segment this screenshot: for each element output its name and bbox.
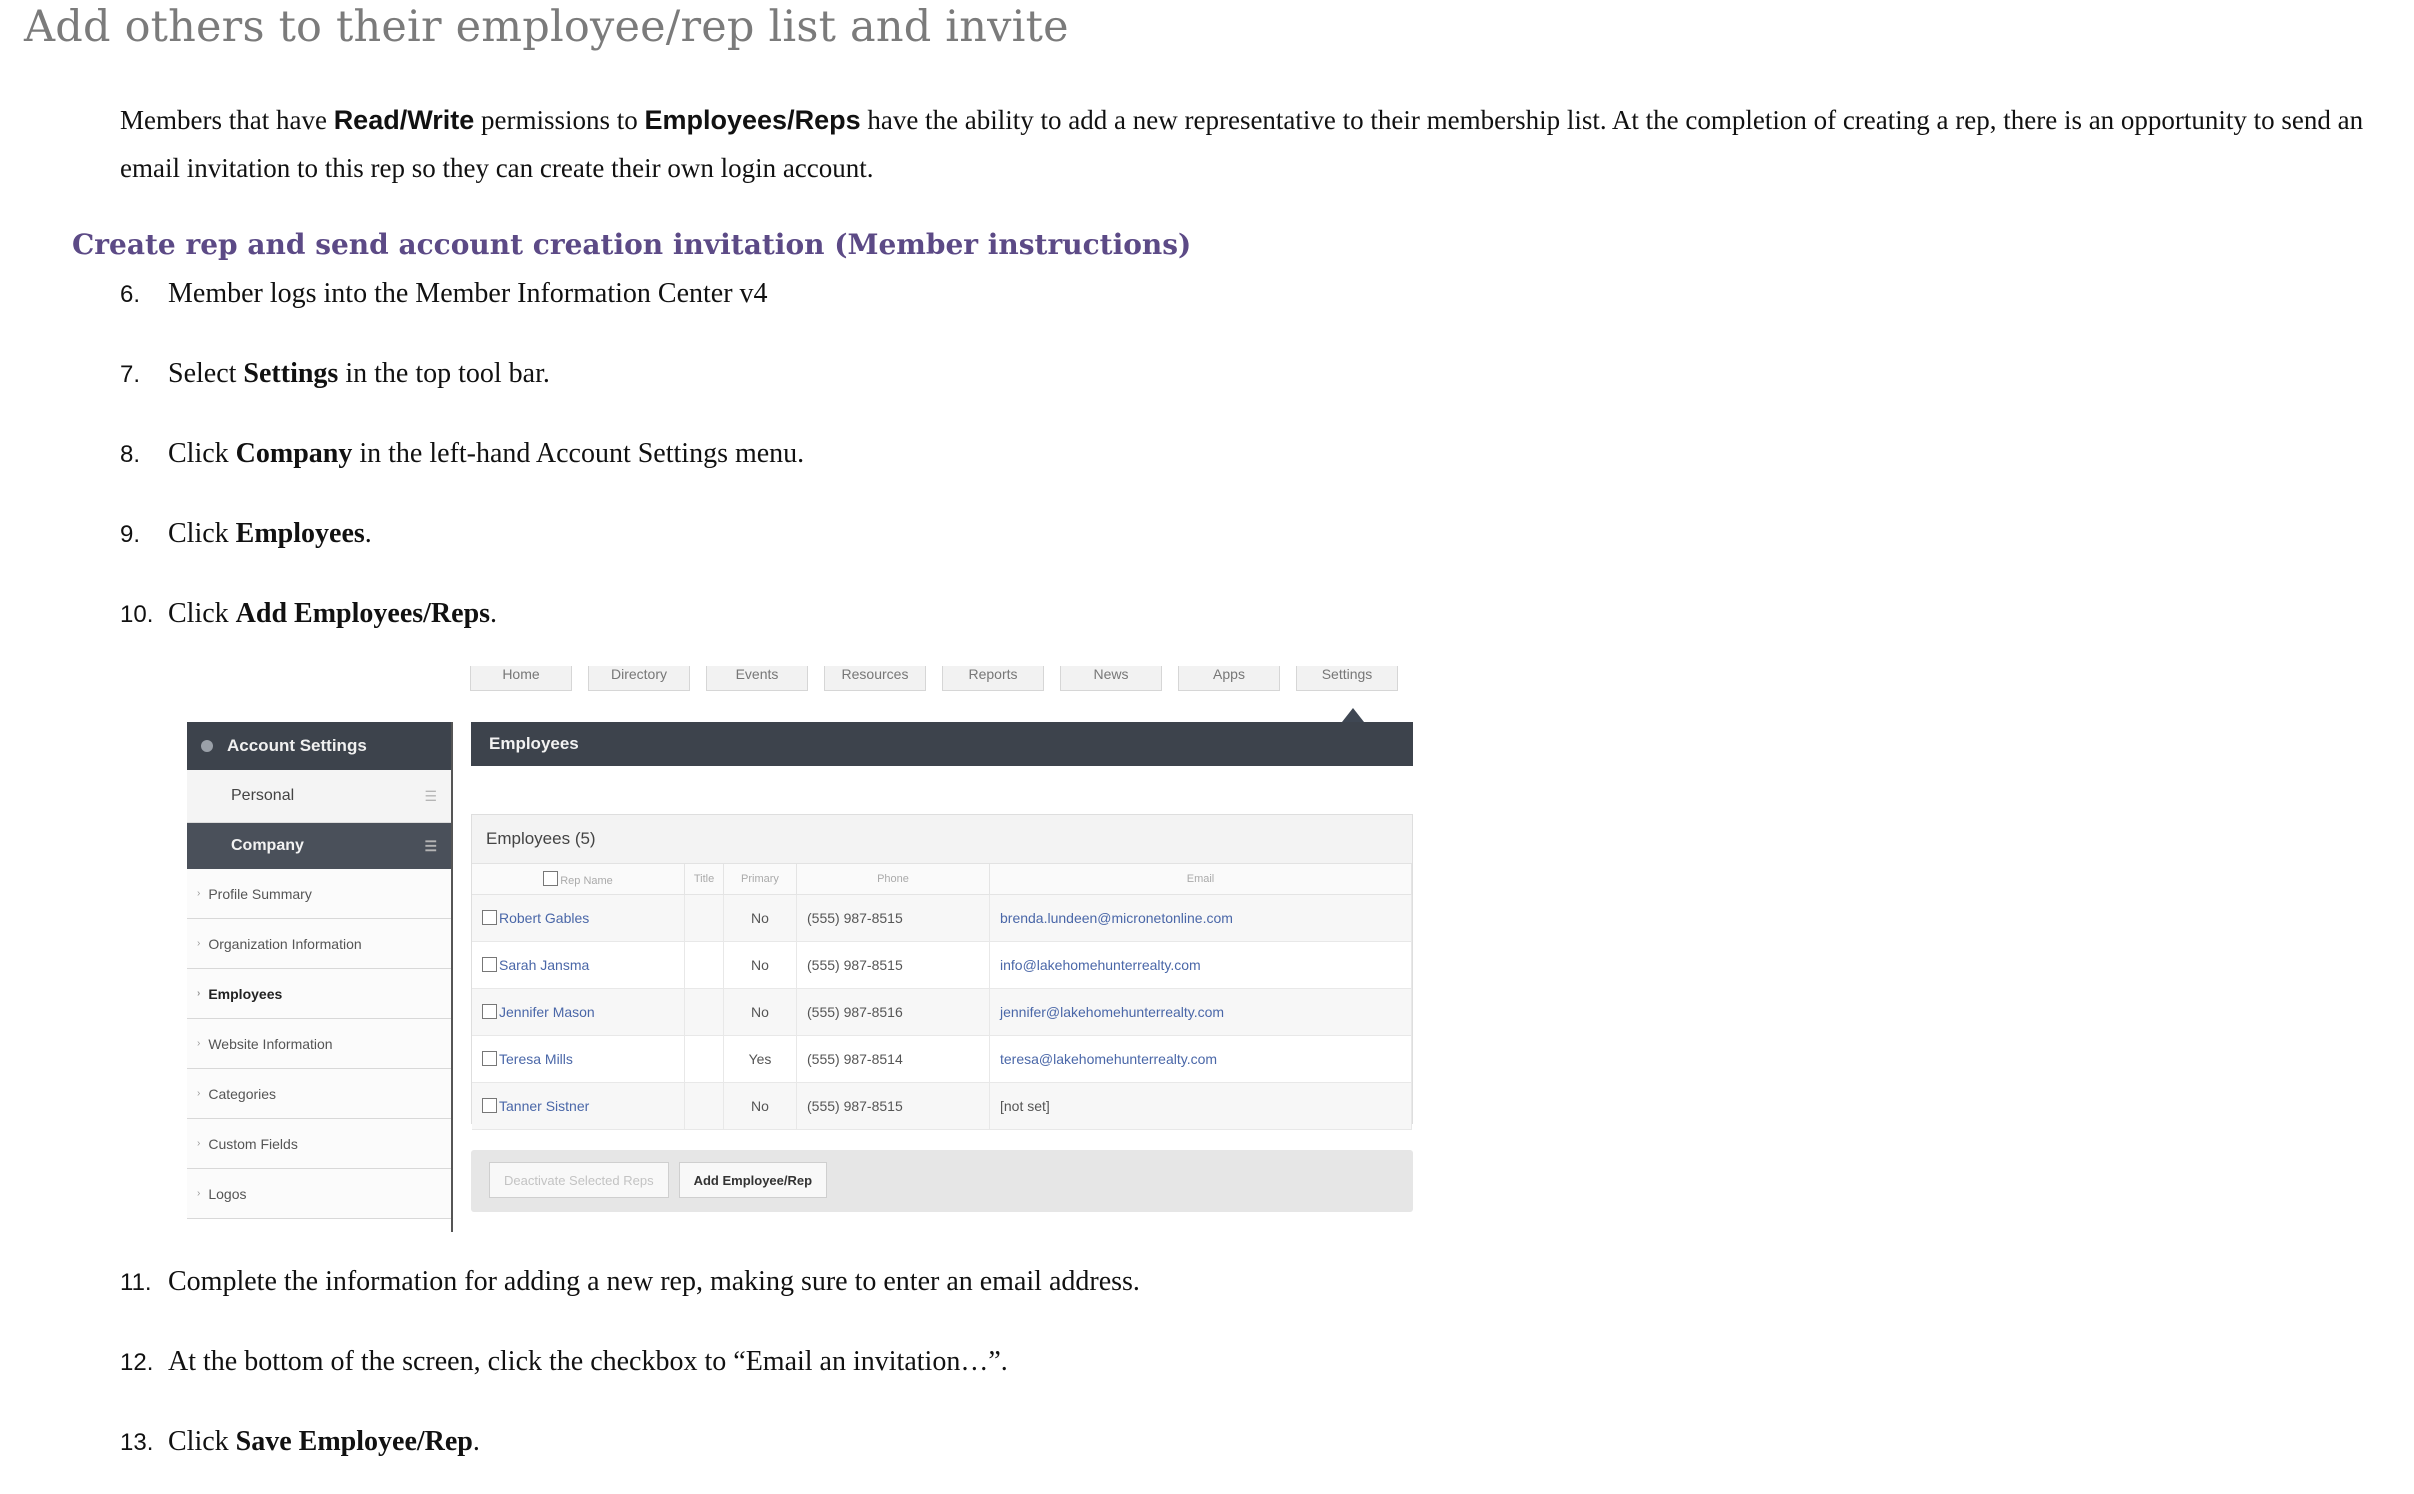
step-6 xyxy=(120,278,768,310)
sidebar-subitem-organization-information[interactable] xyxy=(187,919,451,969)
step-text: Complete the information for adding a new rep, making sure to enter an email address. xyxy=(168,1266,1140,1297)
row-checkbox[interactable] xyxy=(482,1098,497,1113)
sidebar-subitem-website-information[interactable] xyxy=(187,1019,451,1069)
settings-caret-icon xyxy=(1342,708,1364,722)
step-bold: Employees xyxy=(235,518,365,549)
step-bold: Company xyxy=(235,438,353,469)
bullet-arrow-icon: › xyxy=(197,888,201,899)
subitem-label: Categories xyxy=(208,1085,277,1102)
employees-header: Employees xyxy=(471,722,1413,766)
sidebar-item-personal[interactable] xyxy=(187,770,451,823)
settings-dot-icon xyxy=(201,740,213,752)
step-number: 8. xyxy=(120,441,141,468)
sidebar-header xyxy=(187,722,451,770)
step-9 xyxy=(120,518,372,550)
rep-title-cell xyxy=(685,1083,724,1130)
step-text: Click xyxy=(168,518,236,549)
rep-primary-cell: No xyxy=(724,989,797,1036)
sidebar-subitem-logos[interactable] xyxy=(187,1169,451,1219)
step-text: At the bottom of the screen, click the checkbox to “Email an invitation…”. xyxy=(168,1346,1008,1377)
rep-title-cell xyxy=(685,989,724,1036)
rep-title-cell xyxy=(685,895,724,942)
table-row xyxy=(472,895,1412,942)
rep-name-cell[interactable] xyxy=(472,895,685,942)
nav-home[interactable]: Home xyxy=(470,666,572,691)
step-text-end: in the left-hand Account Settings menu. xyxy=(352,438,805,469)
row-checkbox[interactable] xyxy=(482,1004,497,1019)
rep-name-cell[interactable] xyxy=(472,989,685,1036)
step-number: 6. xyxy=(120,281,141,308)
step-text: Click xyxy=(168,438,236,469)
nav-settings[interactable]: Settings xyxy=(1296,666,1398,691)
step-bold: Save Employee/Rep xyxy=(235,1426,473,1457)
intro-text-2: permissions to xyxy=(474,105,645,135)
rep-email-cell[interactable]: brenda.lundeen@micronetonline.com xyxy=(990,895,1412,942)
bullet-arrow-icon: › xyxy=(197,938,201,949)
rep-name-cell[interactable] xyxy=(472,942,685,989)
table-row xyxy=(472,1036,1412,1083)
nav-reports[interactable]: Reports xyxy=(942,666,1044,691)
col-title[interactable]: Title xyxy=(685,864,724,895)
menu-lines-icon: ☰ xyxy=(424,837,437,854)
rep-name[interactable]: Robert Gables xyxy=(499,910,590,926)
intro-bold-readwrite: Read/Write xyxy=(333,105,475,135)
employees-table xyxy=(472,864,1412,1130)
sidebar-subitem-profile-summary[interactable] xyxy=(187,869,451,919)
bullet-arrow-icon: › xyxy=(197,1038,201,1049)
step-text: Member logs into the Member Information Center v4 xyxy=(168,278,768,309)
rep-phone-cell: (555) 987-8514 xyxy=(797,1036,990,1083)
subitem-label: Employees xyxy=(208,985,283,1002)
subitem-label: Profile Summary xyxy=(208,885,312,902)
col-primary[interactable]: Primary xyxy=(724,864,797,895)
sidebar-subitem-custom-fields[interactable] xyxy=(187,1119,451,1169)
rep-phone-cell: (555) 987-8515 xyxy=(797,1083,990,1130)
rep-email-cell[interactable]: jennifer@lakehomehunterrealty.com xyxy=(990,989,1412,1036)
step-text-end: . xyxy=(490,598,498,629)
bullet-arrow-icon: › xyxy=(197,1088,201,1099)
step-number: 7. xyxy=(120,361,141,388)
step-10 xyxy=(120,598,497,630)
sidebar-header-label: Account Settings xyxy=(227,736,367,755)
step-text: Click xyxy=(168,1426,236,1457)
step-number: 11. xyxy=(120,1269,152,1296)
rep-primary-cell: Yes xyxy=(724,1036,797,1083)
col-rep-name[interactable] xyxy=(472,864,685,895)
step-text-end: in the top tool bar. xyxy=(338,358,550,389)
sidebar-subitem-employees[interactable] xyxy=(187,969,451,1019)
rep-phone-cell: (555) 987-8515 xyxy=(797,895,990,942)
step-number: 10. xyxy=(120,601,154,628)
row-checkbox[interactable] xyxy=(482,1051,497,1066)
step-11 xyxy=(120,1266,1140,1298)
step-12 xyxy=(120,1346,1008,1378)
rep-email-cell[interactable]: teresa@lakehomehunterrealty.com xyxy=(990,1036,1412,1083)
table-header-row xyxy=(472,864,1412,895)
table-row xyxy=(472,942,1412,989)
col-email[interactable]: Email xyxy=(990,864,1412,895)
rep-name[interactable]: Sarah Jansma xyxy=(499,957,590,973)
nav-resources[interactable]: Resources xyxy=(824,666,926,691)
step-number: 12. xyxy=(120,1349,154,1376)
col-phone[interactable]: Phone xyxy=(797,864,990,895)
step-number: 9. xyxy=(120,521,141,548)
rep-primary-cell: No xyxy=(724,895,797,942)
nav-directory[interactable]: Directory xyxy=(588,666,690,691)
step-bold: Add Employees/Reps xyxy=(235,598,491,629)
subitem-label: Organization Information xyxy=(208,935,362,952)
rep-title-cell xyxy=(685,1036,724,1083)
step-8 xyxy=(120,438,804,470)
col-label: Rep Name xyxy=(560,875,613,887)
step-7 xyxy=(120,358,550,390)
step-bold: Settings xyxy=(243,358,339,389)
intro-text-3: have the ability to add a new representative to their membership list. At the completion of creating a rep, there is an opportunity to send an email invitation to this rep so they can create their own login account. xyxy=(120,105,2364,183)
row-checkbox[interactable] xyxy=(482,910,497,925)
bullet-arrow-icon: › xyxy=(197,1188,201,1199)
intro-paragraph xyxy=(120,96,2410,192)
rep-name[interactable]: Jennifer Mason xyxy=(499,1004,595,1020)
bullet-arrow-icon: › xyxy=(197,988,201,999)
employees-count-title: Employees (5) xyxy=(472,815,1412,864)
page-title: Add others to their employee/rep list and invite xyxy=(24,2,1069,52)
step-text: Click xyxy=(168,598,236,629)
employees-panel xyxy=(471,814,1413,1124)
step-text: Select xyxy=(168,358,244,389)
bullet-arrow-icon: › xyxy=(197,1138,201,1149)
rep-phone-cell: (555) 987-8516 xyxy=(797,989,990,1036)
section-subheading: Create rep and send account creation invitation (Member instructions) xyxy=(72,228,1192,261)
table-actions-bar xyxy=(471,1150,1413,1212)
sidebar-item-label: Company xyxy=(231,837,304,854)
intro-text-1: Members that have xyxy=(120,105,334,135)
rep-primary-cell: No xyxy=(724,1083,797,1130)
rep-primary-cell: No xyxy=(724,942,797,989)
nav-events[interactable]: Events xyxy=(706,666,808,691)
step-number: 13. xyxy=(120,1429,154,1456)
rep-name-cell[interactable] xyxy=(472,1083,685,1130)
account-settings-sidebar xyxy=(187,722,453,1232)
rep-phone-cell: (555) 987-8515 xyxy=(797,942,990,989)
sidebar-item-label: Personal xyxy=(231,787,295,804)
menu-lines-icon: ☰ xyxy=(424,787,437,804)
subitem-label: Custom Fields xyxy=(208,1135,298,1152)
rep-name[interactable]: Teresa Mills xyxy=(499,1051,573,1067)
table-row xyxy=(472,989,1412,1036)
nav-news[interactable]: News xyxy=(1060,666,1162,691)
sidebar-subitem-categories[interactable] xyxy=(187,1069,451,1119)
add-employee-rep-button[interactable]: Add Employee/Rep xyxy=(679,1162,827,1198)
rep-title-cell xyxy=(685,942,724,989)
row-checkbox[interactable] xyxy=(482,957,497,972)
deactivate-selected-reps-button[interactable]: Deactivate Selected Reps xyxy=(489,1162,669,1198)
rep-name[interactable]: Tanner Sistner xyxy=(499,1098,590,1114)
step-13 xyxy=(120,1426,480,1458)
step-text-end: . xyxy=(472,1426,480,1457)
rep-name-cell[interactable] xyxy=(472,1036,685,1083)
select-all-checkbox[interactable] xyxy=(543,871,558,886)
step-text-end: . xyxy=(364,518,372,549)
rep-email-cell[interactable]: info@lakehomehunterrealty.com xyxy=(990,942,1412,989)
subitem-label: Website Information xyxy=(208,1035,333,1052)
intro-bold-employees-reps: Employees/Reps xyxy=(644,105,861,135)
nav-apps[interactable]: Apps xyxy=(1178,666,1280,691)
table-row xyxy=(472,1083,1412,1130)
embedded-screenshot xyxy=(175,666,1415,1232)
subitem-label: Logos xyxy=(208,1185,247,1202)
sidebar-item-company[interactable] xyxy=(187,823,451,869)
rep-email-cell: [not set] xyxy=(990,1083,1412,1130)
